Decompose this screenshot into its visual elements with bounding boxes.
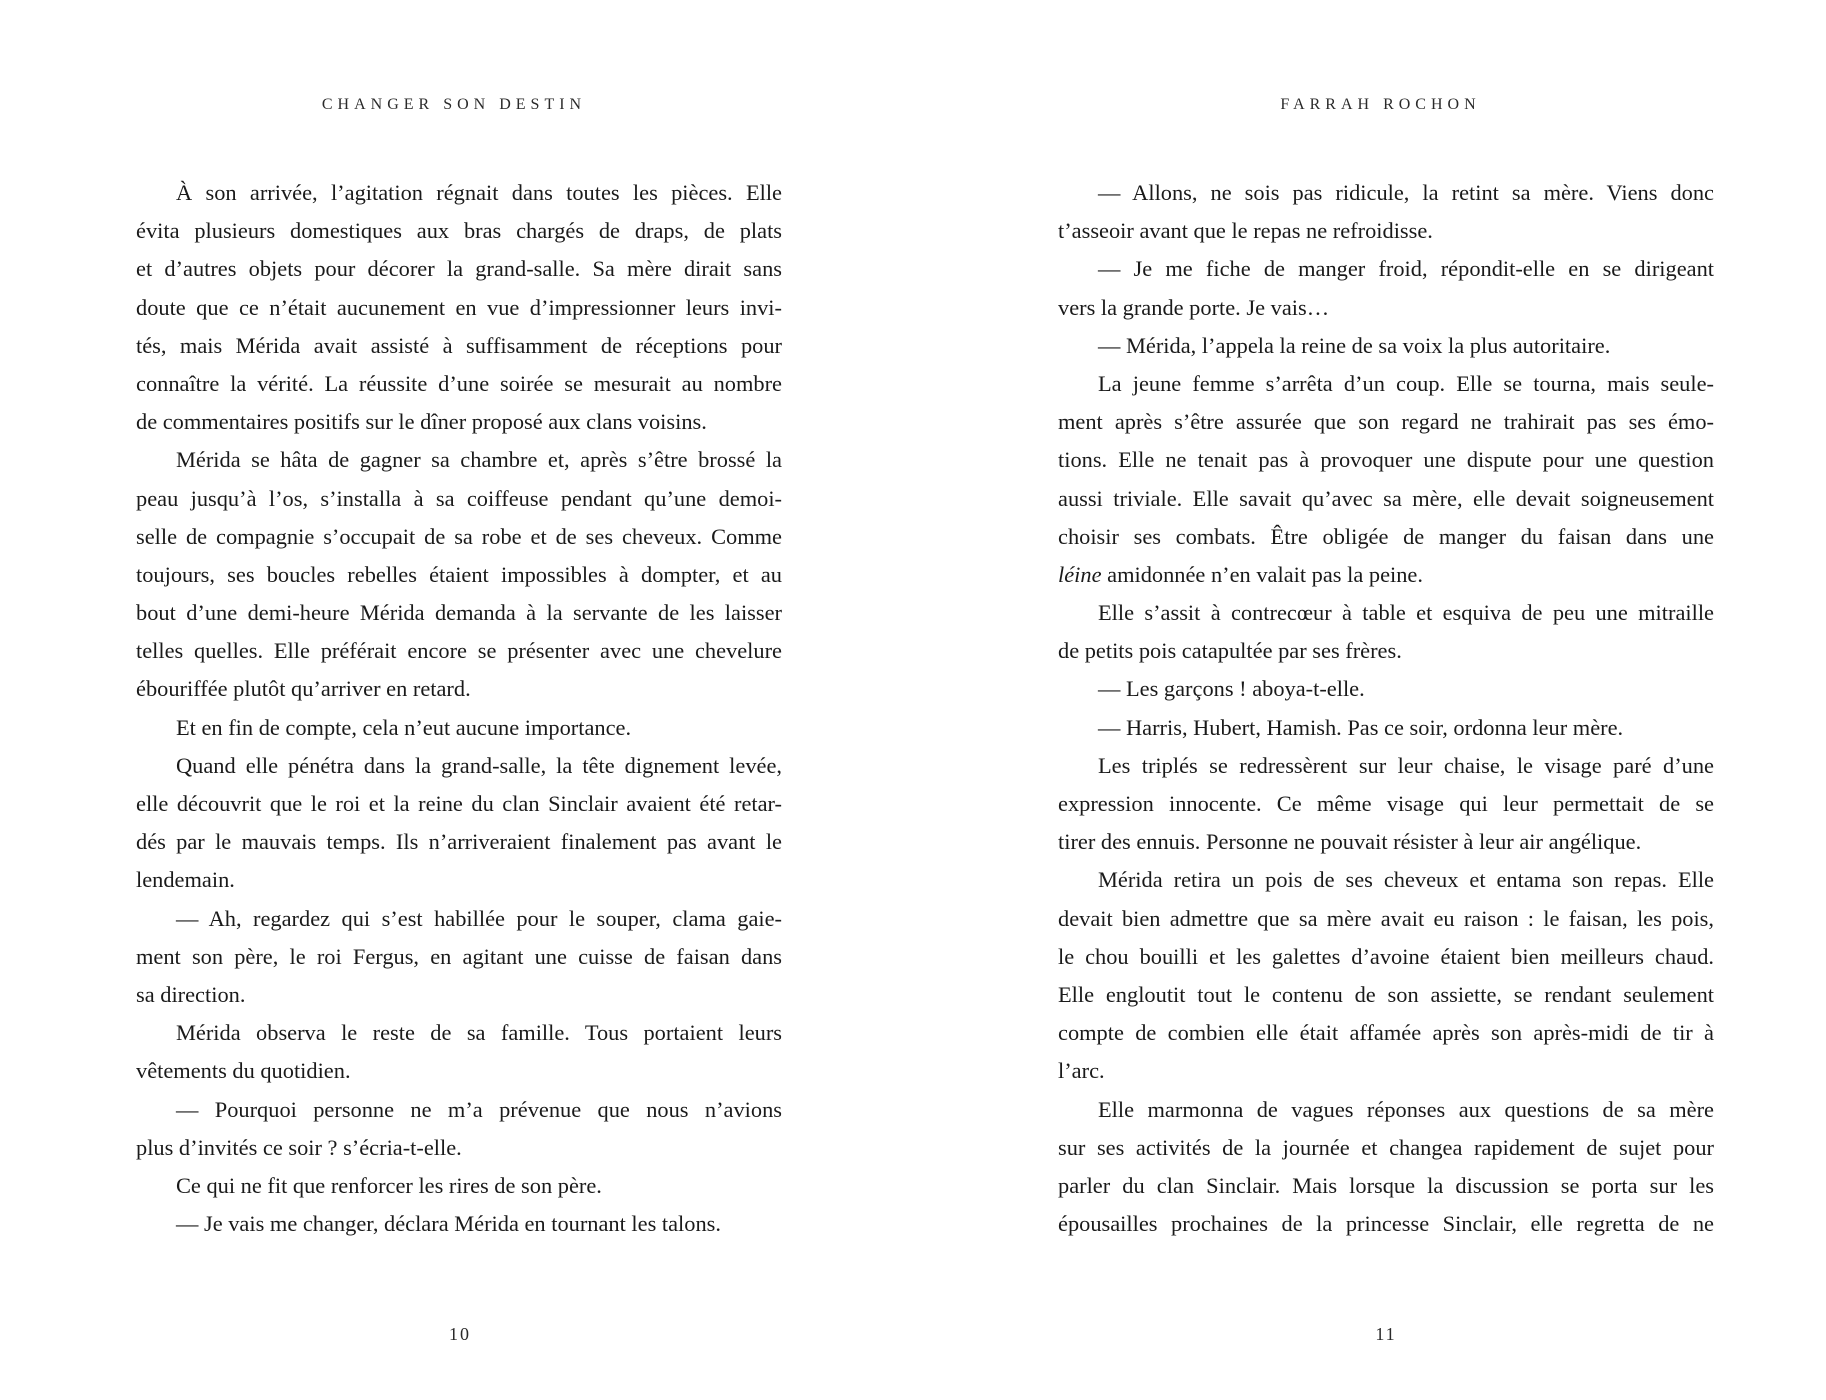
text-line: — Pourquoi personne ne m’a prévenue que nous n’avions <box>176 1096 782 1122</box>
text-line: telles quelles. Elle préférait encore se présenter avec une chevelure <box>136 638 782 664</box>
text-line: aussi triviale. Elle savait qu’avec sa mère, elle devait soigneusement <box>1058 485 1714 511</box>
text-line: devait bien admettre que sa mère avait eu raison : le faisan, les pois, <box>1058 905 1714 931</box>
text-line: sa direction. <box>136 981 246 1007</box>
text-line: — Harris, Hubert, Hamish. Pas ce soir, ordonna leur mère. <box>1098 714 1624 740</box>
text-line: tés, mais Mérida avait assisté à suffisamment de réceptions pour <box>136 332 782 358</box>
text-line: de commentaires positifs sur le dîner proposé aux clans voisins. <box>136 409 707 435</box>
text-line: peau jusqu’à l’os, s’installa à sa coiffeuse pendant qu’une demoi- <box>136 485 782 511</box>
right-page-body-text <box>1058 174 1714 1243</box>
text-line: elle découvrit que le roi et la reine du clan Sinclair avaient été retar- <box>136 791 782 816</box>
text-line: compte de combien elle était affamée après son après-midi de tir à <box>1058 1020 1714 1046</box>
text-line: Elle s’assit à contrecœur à table et esquiva de peu une mitraille <box>1098 600 1714 626</box>
text-line: le chou bouilli et les galettes d’avoine étaient bien meilleurs chaud. <box>1058 943 1714 969</box>
text-line: Et en fin de compte, cela n’eut aucune importance. <box>176 714 632 740</box>
text-line: et d’autres objets pour décorer la grand-salle. Sa mère dirait sans <box>136 256 782 282</box>
left-page-body-text <box>136 174 782 1243</box>
text-line: Mérida retira un pois de ses cheveux et entama son repas. Elle <box>1098 867 1714 893</box>
text-line: plus d’invités ce soir ? s’écria-t-elle. <box>136 1134 462 1160</box>
text-line: Mérida observa le reste de sa famille. Tous portaient leurs <box>176 1020 782 1046</box>
text-line: tirer des ennuis. Personne ne pouvait résister à leur air angélique. <box>1058 829 1642 855</box>
text-line: connaître la vérité. La réussite d’une soirée se mesurait au nombre <box>136 370 782 396</box>
text-line: selle de compagnie s’occupait de sa robe et de ses cheveux. Comme <box>136 523 782 549</box>
page-number-left: 10 <box>449 1324 471 1344</box>
italic-word: léine <box>1058 561 1102 587</box>
text-line: doute que ce n’était aucunement en vue d’impressionner leurs invi- <box>136 294 782 320</box>
text-line: À son arrivée, l’agitation régnait dans toutes les pièces. Elle <box>176 180 782 205</box>
text-line: ment son père, le roi Fergus, en agitant une cuisse de faisan dans <box>136 943 782 969</box>
text-line: Elle marmonna de vagues réponses aux questions de sa mère <box>1098 1096 1714 1122</box>
text-line: vêtements du quotidien. <box>136 1058 351 1084</box>
text-line: expression innocente. Ce même visage qui leur permettait de se <box>1058 791 1714 816</box>
text-line: de petits pois catapultée par ses frères. <box>1058 638 1402 664</box>
text-line: Ce qui ne fit que renforcer les rires de son père. <box>176 1172 602 1198</box>
text-line <box>1058 556 1714 594</box>
text-line: toujours, ses boucles rebelles étaient impossibles à dompter, et au <box>136 561 782 587</box>
text-line: choisir ses combats. Être obligée de manger du faisan dans une <box>1058 523 1714 549</box>
text-line: ment après s’être assurée que son regard ne trahirait pas ses émo- <box>1058 409 1714 435</box>
text-line: Elle engloutit tout le contenu de son assiette, se rendant seulement <box>1058 981 1714 1007</box>
text-line: vers la grande porte. Je vais… <box>1058 294 1330 320</box>
text-line: — Je vais me changer, déclara Mérida en tournant les talons. <box>176 1211 721 1237</box>
text-line: lendemain. <box>136 867 235 893</box>
running-head-left: CHANGER SON DESTIN <box>321 96 587 113</box>
text-line: évita plusieurs domestiques aux bras chargés de draps, de plats <box>136 218 782 244</box>
text-line: — Ah, regardez qui s’est habillée pour le souper, clama gaie- <box>176 905 782 931</box>
text-line: — Allons, ne sois pas ridicule, la retint sa mère. Viens donc <box>1098 180 1714 205</box>
right-page <box>913 0 1826 1400</box>
line-text: amidonnée n’en valait pas la peine. <box>1107 561 1423 587</box>
text-line: t’asseoir avant que le repas ne refroidisse. <box>1058 218 1433 244</box>
text-line: parler du clan Sinclair. Mais lorsque la discussion se porta sur les <box>1058 1172 1714 1198</box>
text-line: dés par le mauvais temps. Ils n’arriveraient finalement pas avant le <box>136 829 782 855</box>
text-line: Les triplés se redressèrent sur leur chaise, le visage paré d’une <box>1098 752 1714 778</box>
text-line: Mérida se hâta de gagner sa chambre et, après s’être brossé la <box>176 447 782 473</box>
text-line: bout d’une demi-heure Mérida demanda à la servante de les laisser <box>136 600 782 626</box>
page-number-right: 11 <box>1375 1324 1397 1344</box>
text-line: La jeune femme s’arrêta d’un coup. Elle se tourna, mais seule- <box>1098 370 1714 396</box>
text-line: épousailles prochaines de la princesse Sinclair, elle regretta de ne <box>1058 1211 1714 1237</box>
text-line: — Mérida, l’appela la reine de sa voix la plus autoritaire. <box>1098 332 1611 358</box>
text-line: tions. Elle ne tenait pas à provoquer une dispute pour une question <box>1058 447 1714 473</box>
text-line: ébouriffée plutôt qu’arriver en retard. <box>136 676 471 702</box>
text-line: Quand elle pénétra dans la grand-salle, la tête dignement levée, <box>176 752 782 778</box>
text-line: l’arc. <box>1058 1058 1105 1084</box>
text-line: — Je me fiche de manger froid, répondit-elle en se dirigeant <box>1098 256 1714 282</box>
running-head-right: FARRAH ROCHON <box>1280 96 1481 113</box>
text-line: sur ses activités de la journée et changea rapidement de sujet pour <box>1058 1134 1714 1160</box>
text-line: — Les garçons ! aboya-t-elle. <box>1098 676 1365 702</box>
